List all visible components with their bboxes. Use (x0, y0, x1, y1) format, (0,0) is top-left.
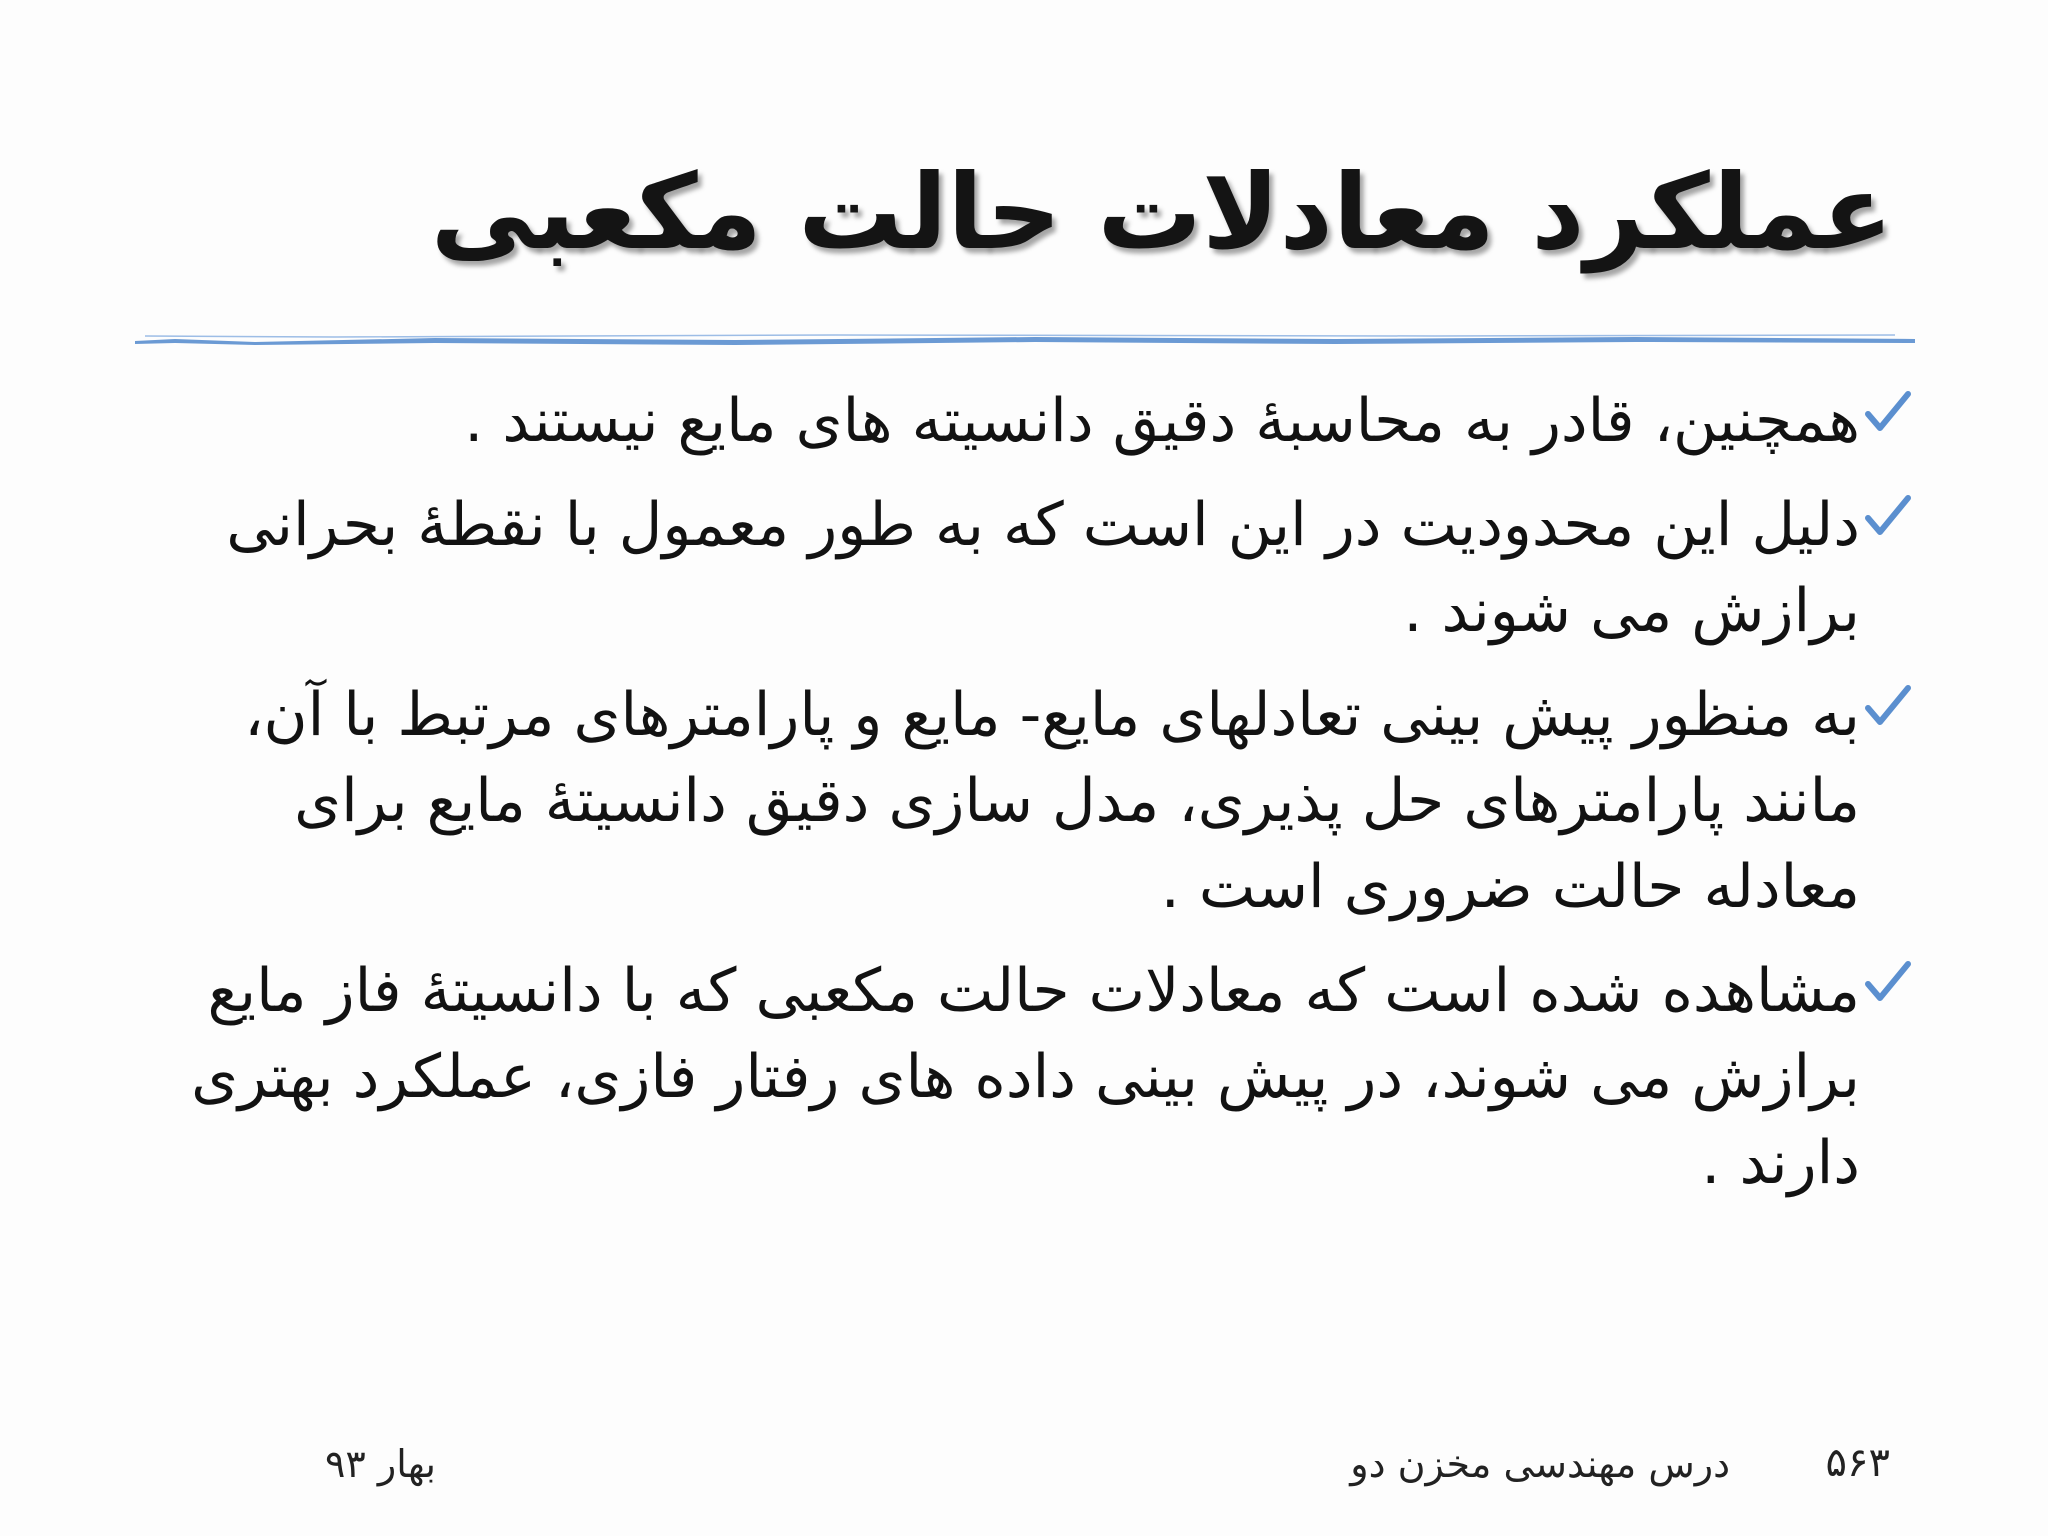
bullet-item (138, 378, 1898, 464)
bullet-item (138, 672, 1898, 930)
bullet-text: به منظور پیش بینی تعادلهای مایع- مایع و پارامترهای مرتبط با آن، مانند پارامترهای حل پذیری، مدل سازی دقیق دانسیتۀ مایع برای معادله حالت ضروری است . (244, 680, 1860, 922)
slide-number: ۵۶۳ (1825, 1440, 1890, 1486)
footer-season: بهار ۹۳ (325, 1442, 436, 1486)
footer-course-name: درس مهندسی مخزن دو (1350, 1442, 1730, 1486)
bullet-list (138, 378, 1898, 1224)
checkmark-icon (1862, 682, 1912, 732)
checkmark-icon (1862, 388, 1912, 438)
title-divider (135, 333, 1915, 347)
bullet-text: دلیل این محدودیت در این است که به طور معمول با نقطۀ بحرانی برازش می شوند . (226, 490, 1860, 646)
slide-title: عملکرد معادلات حالت مکعبی (430, 151, 1893, 273)
bullet-item (138, 948, 1898, 1206)
checkmark-icon (1862, 958, 1912, 1008)
bullet-text: همچنین، قادر به محاسبۀ دقیق دانسیته های مایع نیستند . (464, 386, 1860, 456)
checkmark-icon (1862, 492, 1912, 542)
bullet-item (138, 482, 1898, 654)
bullet-text: مشاهده شده است که معادلات حالت مکعبی که با دانسیتۀ فاز مایع برازش می شوند، در پیش بینی داده های رفتار فازی، عملکرد بهتری دارند . (191, 956, 1860, 1198)
